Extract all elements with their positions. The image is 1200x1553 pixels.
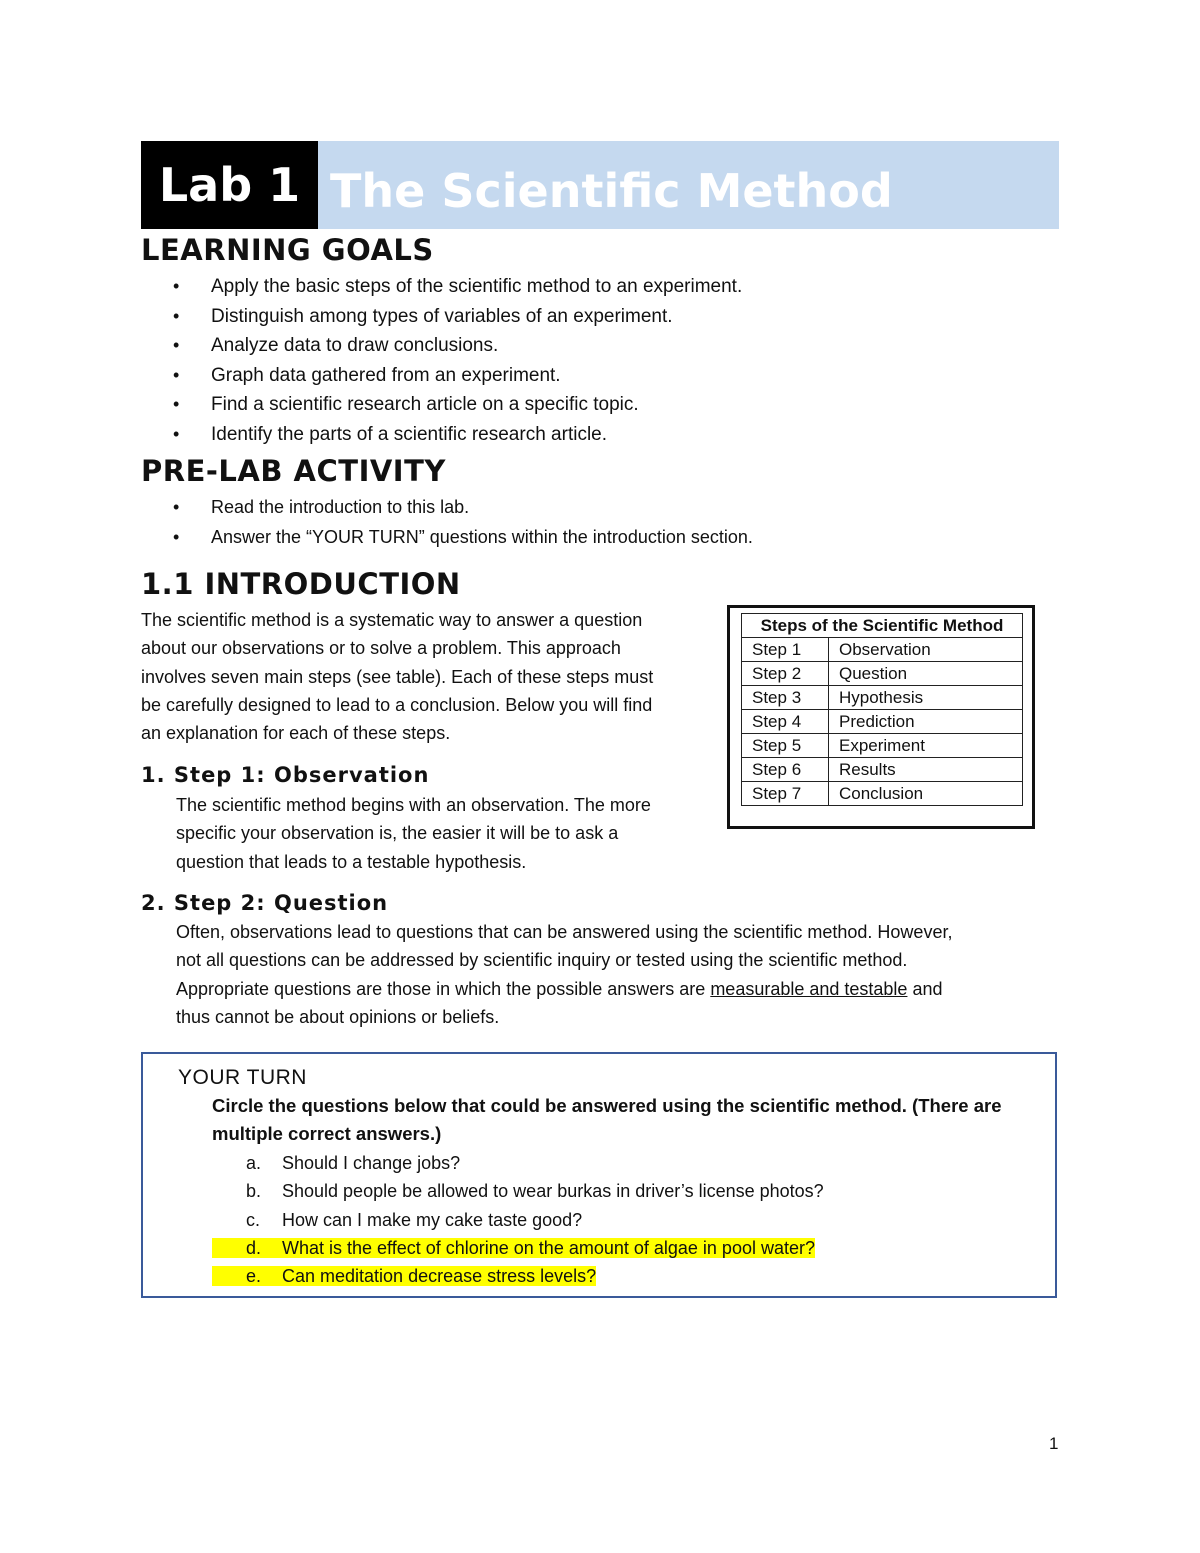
table-row [742,758,1023,782]
lab-number-label: Lab 1 [141,141,318,229]
paragraph-line: The scientific method begins with an observation. The more [176,795,651,815]
paragraph-line: an explanation for each of these steps. [141,723,451,744]
paragraph-line: question that leads to a testable hypothesis. [176,851,527,872]
option-text-highlighted: What is the effect of chlorine on the amount of algae in pool water? [282,1237,815,1258]
list-item: • Find a scientific research article on a specific topic. [141,390,1041,420]
list-item: • Answer the “YOUR TURN” questions within the introduction section. [141,523,1041,553]
list-item: • Analyze data to draw conclusions. [141,331,1041,361]
your-turn-options [212,1149,1012,1290]
list-item [212,1234,1012,1262]
underlined-text: measurable and testable [710,978,908,999]
introduction-paragraph [141,606,721,747]
option-marker: d. [246,1237,262,1258]
page-number: 1 [1049,1434,1059,1453]
paragraph-line: Often, observations lead to questions that can be answered using the scientific method. However, [176,922,953,942]
option-marker: c. [246,1209,261,1230]
table-row [742,710,1023,734]
paragraph-line [176,975,1056,1003]
list-item: • Apply the basic steps of the scientific method to an experiment. [141,272,1041,302]
step1-heading: 1. Step 1: Observation [141,763,430,787]
table-cell: Hypothesis [829,686,1023,710]
table-row [742,734,1023,758]
list-item [212,1149,1012,1177]
your-turn-instruction: Circle the questions below that could be answered using the scientific method. (There are multiple correct answers.) [212,1095,1002,1145]
table-cell: Results [829,758,1023,782]
list-item [212,1206,1012,1234]
your-turn-title: YOUR TURN [178,1066,307,1089]
table-cell: Question [829,662,1023,686]
list-item: • Graph data gathered from an experiment. [141,361,1041,391]
option-marker: b. [246,1181,262,1202]
paragraph-line: about our observations or to solve a problem. This approach [141,638,621,659]
paragraph-line: thus cannot be about opinions or beliefs. [176,1006,500,1027]
table-cell: Experiment [829,734,1023,758]
option-text: How can I make my cake taste good? [282,1209,583,1230]
paragraph-line: specific your observation is, the easier it will be to ask a [176,823,619,844]
table-cell: Observation [829,638,1023,662]
table-row [742,686,1023,710]
prelab-list [141,493,1041,552]
option-text: Should I change jobs? [282,1153,461,1173]
list-item: • Identify the parts of a scientific research article. [141,420,1041,450]
paragraph-line: be carefully designed to lead to a conclusion. Below you will find [141,694,653,715]
paragraph-line: not all questions can be addressed by scientific inquiry or tested using the scientific method. [176,950,908,971]
table-cell: Prediction [829,710,1023,734]
introduction-heading: 1.1 INTRODUCTION [141,567,461,601]
table-cell: Step 6 [742,758,829,782]
list-item [212,1262,1012,1290]
list-item: • Distinguish among types of variables of an experiment. [141,302,1041,332]
steps-table [741,613,1023,806]
table-cell: Conclusion [829,782,1023,806]
option-text-highlighted: Can meditation decrease stress levels? [282,1266,597,1287]
table-row [742,662,1023,686]
text-span: Appropriate questions are those in which the possible answers are [176,978,711,999]
table-row [742,782,1023,806]
paragraph-line: involves seven main steps (see table). Each of these steps must [141,666,654,687]
step2-heading: 2. Step 2: Question [141,891,389,915]
prelab-heading: PRE-LAB ACTIVITY [141,454,446,488]
table-row [742,638,1023,662]
option-marker: e. [246,1266,262,1287]
table-cell: Step 2 [742,662,829,686]
learning-goals-list [141,272,1041,450]
list-item: • Read the introduction to this lab. [141,493,1041,523]
step2-paragraph [176,918,1056,1031]
table-cell: Step 5 [742,734,829,758]
table-cell: Step 4 [742,710,829,734]
table-cell: Step 3 [742,686,829,710]
table-cell: Step 1 [742,638,829,662]
text-span: and [907,978,943,999]
learning-goals-heading: LEARNING GOALS [141,233,434,267]
steps-table-title: Steps of the Scientific Method [742,614,1023,638]
option-marker: a. [246,1153,262,1173]
option-text: Should people be allowed to wear burkas in driver’s license photos? [282,1181,824,1202]
step1-paragraph [176,791,721,876]
lab-title: The Scientific Method [330,164,893,218]
table-cell: Step 7 [742,782,829,806]
paragraph-line: The scientific method is a systematic way to answer a question [141,610,643,630]
list-item [212,1177,1012,1205]
